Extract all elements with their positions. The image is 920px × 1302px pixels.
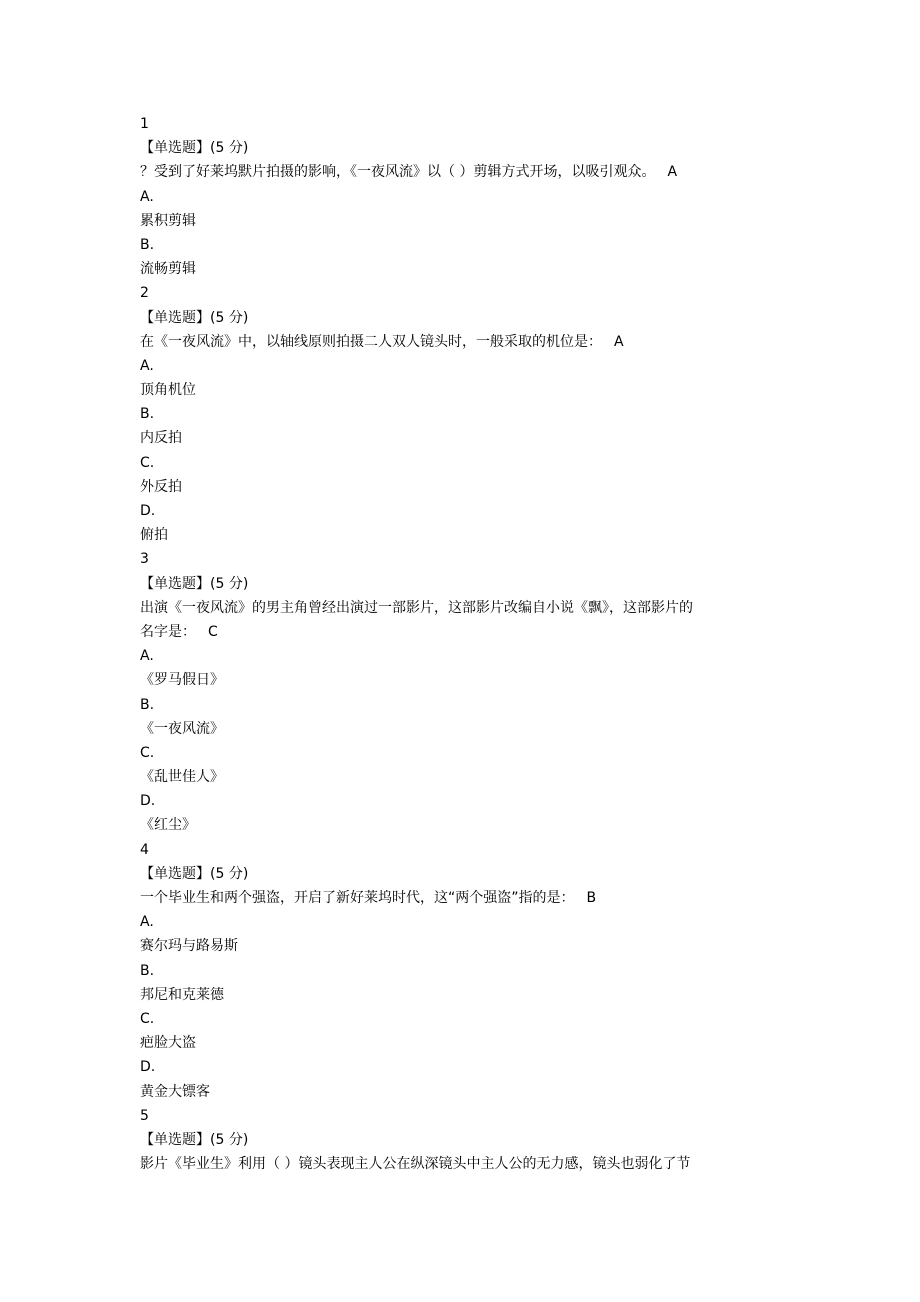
question-stem-line-1: 出演《一夜风流》的男主角曾经出演过一部影片，这部影片改编自小说《飘》，这部影片的 — [140, 599, 693, 616]
option-text: 赛尔玛与路易斯 — [140, 938, 238, 955]
option-text: 《乱世佳人》 — [140, 769, 224, 786]
option-text: 顶角机位 — [140, 382, 196, 399]
question-stem — [140, 330, 800, 354]
option-text: 《一夜风流》 — [140, 720, 224, 737]
option-text: 外反拍 — [140, 478, 182, 495]
option-text: 累积剪辑 — [140, 212, 196, 229]
option-letter: C. — [140, 744, 155, 761]
answer-key: A — [614, 333, 624, 350]
option-text: 疤脸大盗 — [140, 1035, 196, 1052]
option-text: 《罗马假日》 — [140, 672, 224, 689]
option-letter: B. — [140, 696, 155, 713]
question-type: 【单选题】(5 分) — [140, 575, 249, 592]
stem-text: 在《一夜风流》中，以轴线原则拍摄二人双人镜头时，一般采取的机位是： — [140, 333, 602, 350]
option-letter: B. — [140, 962, 155, 979]
question-2 — [140, 281, 800, 547]
option-letter: A. — [140, 188, 154, 205]
document-page — [140, 112, 800, 1176]
question-type: 【单选题】(5 分) — [140, 140, 249, 157]
option-letter: D. — [140, 793, 156, 810]
question-number: 1 — [140, 116, 149, 132]
question-type: 【单选题】(5 分) — [140, 865, 249, 882]
option-letter: B. — [140, 236, 155, 253]
option-text: 俯拍 — [140, 527, 168, 544]
option-letter: A. — [140, 648, 154, 665]
question-number: 3 — [140, 551, 149, 568]
stem-text: 一个毕业生和两个强盗，开启了新好莱坞时代，这“两个强盗”指的是： — [140, 890, 575, 906]
question-type: 【单选题】(5 分) — [140, 1131, 249, 1148]
question-4 — [140, 838, 800, 1104]
option-letter: B. — [140, 406, 155, 423]
answer-key: B — [586, 890, 597, 906]
question-3 — [140, 547, 800, 837]
option-letter: A. — [140, 357, 154, 374]
question-number: 4 — [140, 841, 149, 858]
option-letter: D. — [140, 503, 156, 519]
question-stem-line-2 — [140, 620, 800, 644]
option-letter: C. — [140, 1010, 155, 1027]
question-stem — [140, 160, 800, 184]
option-text: 黄金大镖客 — [140, 1083, 210, 1100]
option-letter: C. — [140, 454, 155, 471]
option-text: 邦尼和克莱德 — [140, 986, 224, 1003]
stem-text: 名字是： — [140, 623, 196, 640]
answer-key: C — [208, 623, 218, 640]
question-5 — [140, 1104, 800, 1177]
question-stem — [140, 886, 800, 910]
option-text: 内反拍 — [140, 430, 182, 447]
option-letter: A. — [140, 914, 154, 931]
question-type: 【单选题】(5 分) — [140, 309, 249, 326]
question-number: 5 — [140, 1107, 149, 1124]
question-number: 2 — [140, 285, 149, 302]
option-text: 流畅剪辑 — [140, 261, 196, 278]
question-stem: 影片《毕业生》利用（ ）镜头表现主人公在纵深镜头中主人公的无力感，镜头也弱化了节 — [140, 1156, 691, 1173]
stem-text: ？受到了好莱坞默片拍摄的影响，《一夜风流》以（ ）剪辑方式开场，以吸引观众。 — [140, 164, 656, 181]
option-letter: D. — [140, 1059, 156, 1076]
answer-key: A — [667, 164, 678, 181]
option-text: 《红尘》 — [140, 817, 196, 834]
question-1 — [140, 112, 800, 281]
